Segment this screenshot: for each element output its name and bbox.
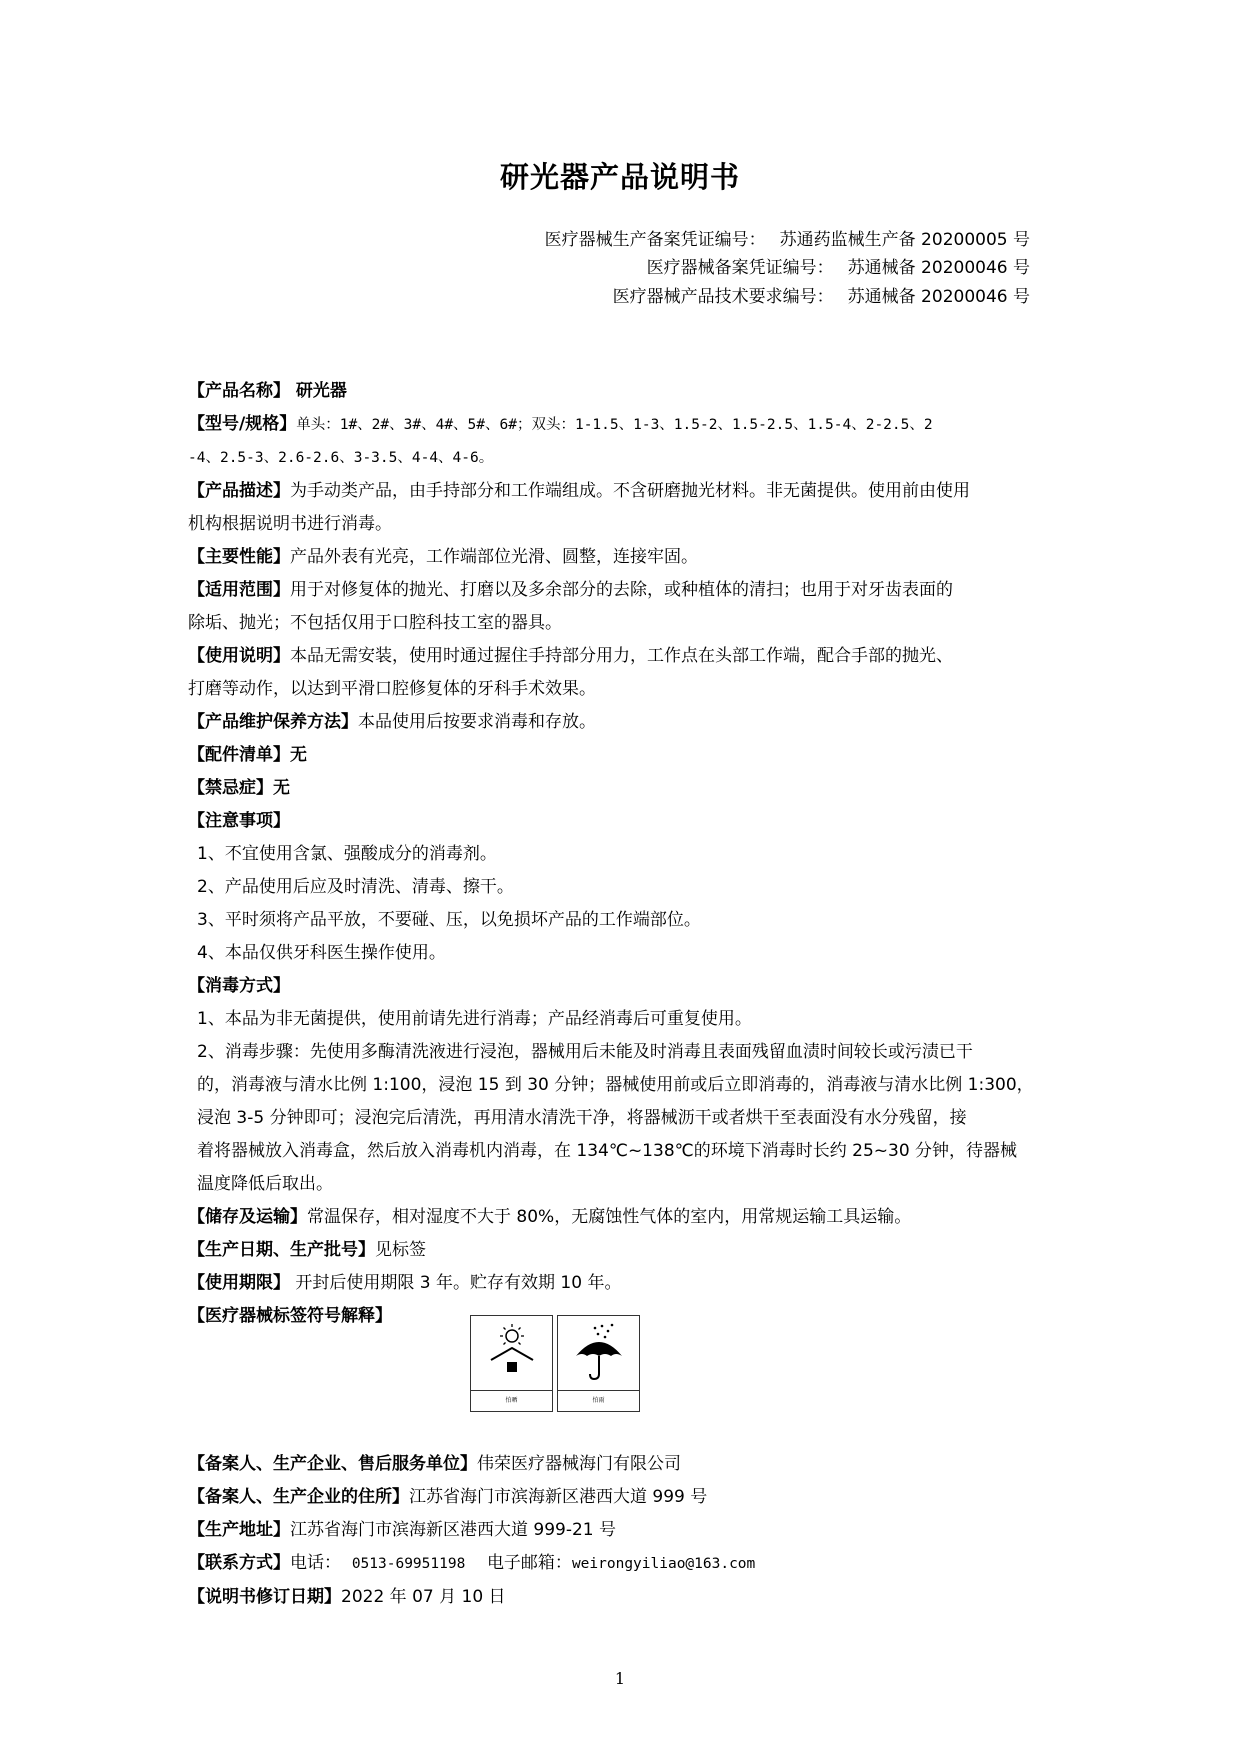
section-text: 开封后使用期限 3 年。贮存有效期 10 年。 bbox=[290, 1273, 622, 1293]
expiry-row bbox=[188, 1267, 1058, 1300]
section-text: 用于对修复体的抛光、打磨以及多余部分的去除，或种植体的清扫；也用于对牙齿表面的 bbox=[290, 580, 953, 600]
section-text: 研光器 bbox=[290, 381, 347, 401]
phone-label: 电话： bbox=[290, 1553, 341, 1573]
registration-label: 医疗器械备案凭证编号： bbox=[646, 258, 834, 278]
note-item: 4、本品仅供牙科医生操作使用。 bbox=[197, 943, 446, 963]
batch-row bbox=[188, 1234, 1058, 1267]
section-text: 2022 年 07 月 10 日 bbox=[341, 1587, 506, 1607]
registration-value: 苏通药监械生产备 20200005 号 bbox=[779, 230, 1030, 250]
section-text: 伟荣医疗器械海门有限公司 bbox=[477, 1454, 681, 1474]
model-row-cont: -4、2.5-3、2.6-2.6、3-3.5、4-4、4-6。 bbox=[188, 450, 494, 466]
section-heading: 【适用范围】 bbox=[188, 580, 290, 600]
revision-date-row bbox=[188, 1581, 1088, 1614]
sun-protection-icon bbox=[481, 1322, 543, 1384]
section-heading: 【使用说明】 bbox=[188, 646, 290, 666]
registration-value: 苏通械备 20200046 号 bbox=[847, 287, 1030, 307]
scope-row-cont: 除垢、抛光；不包括仅用于口腔科技工室的器具。 bbox=[188, 613, 562, 633]
maintenance-row bbox=[188, 706, 1058, 739]
section-heading: 【主要性能】 bbox=[188, 547, 290, 567]
section-heading: 【备案人、生产企业、售后服务单位】 bbox=[188, 1454, 477, 1474]
section-heading: 【使用期限】 bbox=[188, 1273, 290, 1293]
section-text: 江苏省海门市滨海新区港西大道 999-21 号 bbox=[290, 1520, 617, 1540]
email-label: 电子邮箱： bbox=[486, 1553, 572, 1573]
registration-label: 医疗器械生产备案凭证编号： bbox=[544, 230, 766, 250]
section-heading: 【储存及运输】 bbox=[188, 1207, 307, 1227]
section-heading: 【生产日期、生产批号】 bbox=[188, 1240, 375, 1260]
note-item: 2、产品使用后应及时清洗、清毒、擦干。 bbox=[197, 877, 514, 897]
disinfection-line: 2、消毒步骤：先使用多酶清洗液进行浸泡，器械用后未能及时消毒且表面残留血渍时间较长或污渍已干 bbox=[197, 1042, 973, 1062]
usage-row bbox=[188, 640, 1058, 673]
section-text: 产品外表有光亮，工作端部位光滑、圆整，连接牢固。 bbox=[290, 547, 698, 567]
section-text: 本品无需安装，使用时通过握住手持部分用力，工作点在头部工作端，配合手部的抛光、 bbox=[290, 646, 953, 666]
registration-label: 医疗器械产品技术要求编号： bbox=[612, 287, 834, 307]
model-row bbox=[188, 408, 1058, 442]
note-item: 3、平时须将产品平放，不要碰、压，以免损坏产品的工作端部位。 bbox=[197, 910, 701, 930]
contact-row bbox=[188, 1547, 1088, 1581]
document-title: 研光器产品说明书 bbox=[499, 160, 740, 194]
section-heading: 【配件清单】 bbox=[188, 745, 290, 765]
section-heading: 【联系方式】 bbox=[188, 1553, 290, 1573]
umbrella-rain-icon bbox=[568, 1322, 630, 1384]
registration-value: 苏通械备 20200046 号 bbox=[847, 258, 1030, 278]
registration-line-2 bbox=[647, 253, 1030, 278]
phone-number: 0513-69951198 bbox=[351, 1556, 466, 1572]
disinfection-line: 1、本品为非无菌提供，使用前请先进行消毒；产品经消毒后可重复使用。 bbox=[197, 1009, 752, 1029]
disinfection-heading: 【消毒方式】 bbox=[188, 976, 290, 996]
document-body bbox=[188, 375, 1058, 1333]
scope-row bbox=[188, 574, 1058, 607]
section-text: 江苏省海门市滨海新区港西大道 999 号 bbox=[409, 1487, 708, 1507]
keep-away-sunlight-symbol bbox=[470, 1315, 553, 1412]
storage-row bbox=[188, 1201, 1058, 1234]
disinfection-line: 温度降低后取出。 bbox=[197, 1174, 333, 1194]
symbols-heading: 【医疗器械标签符号解释】 bbox=[188, 1306, 392, 1326]
section-heading: 【备案人、生产企业的住所】 bbox=[188, 1487, 409, 1507]
section-text: 无 bbox=[290, 745, 307, 765]
email-address: weirongyiliao@163.com bbox=[571, 1556, 756, 1572]
notes-heading: 【注意事项】 bbox=[188, 811, 290, 831]
section-heading: 【禁忌症】 bbox=[188, 778, 273, 798]
parts-row bbox=[188, 739, 1058, 772]
page-number: 1 bbox=[614, 1669, 626, 1688]
disinfection-line: 着将器械放入消毒盒，然后放入消毒机内消毒，在 134℃~138℃的环境下消毒时长约 25~30 分钟，待器械 bbox=[197, 1141, 1018, 1161]
section-text: 常温保存，相对湿度不大于 80%，无腐蚀性气体的室内，用常规运输工具运输。 bbox=[307, 1207, 912, 1227]
performance-row bbox=[188, 541, 1058, 574]
keep-dry-symbol bbox=[557, 1315, 640, 1412]
section-text: 无 bbox=[273, 778, 290, 798]
section-text: 单头：1#、2#、3#、4#、5#、6#；双头：1-1.5、1-3、1.5-2、1.5-2.5、1.5-4、2-2.5、2 bbox=[296, 417, 933, 433]
section-heading: 【产品名称】 bbox=[188, 381, 290, 401]
address-row bbox=[188, 1481, 1088, 1514]
section-text: 为手动类产品，由手持部分和工作端组成。不含研磨抛光材料。非无菌提供。使用前由使用 bbox=[290, 481, 970, 501]
company-info bbox=[188, 1448, 1088, 1614]
section-heading: 【产品维护保养方法】 bbox=[188, 712, 358, 732]
section-heading: 【产品描述】 bbox=[188, 481, 290, 501]
registration-line-3 bbox=[613, 282, 1030, 307]
usage-row-cont: 打磨等动作，以达到平滑口腔修复体的牙科手术效果。 bbox=[188, 679, 596, 699]
description-row bbox=[188, 475, 1058, 508]
product-name-row bbox=[188, 375, 1058, 408]
disinfection-line: 浸泡 3-5 分钟即可；浸泡完后清洗，再用清水清洗干净，将器械沥干或者烘干至表面没有水分残留，接 bbox=[197, 1108, 967, 1128]
disinfection-line: 的，消毒液与清水比例 1:100，浸泡 15 到 30 分钟；器械使用前或后立即消毒的，消毒液与清水比例 1:300， bbox=[197, 1075, 1034, 1095]
section-heading: 【型号/规格】 bbox=[188, 414, 297, 434]
label-symbols bbox=[470, 1315, 640, 1412]
symbol-caption: 怕雨 bbox=[558, 1390, 639, 1411]
section-text: 本品使用后按要求消毒和存放。 bbox=[358, 712, 596, 732]
company-row bbox=[188, 1448, 1088, 1481]
registration-line-1 bbox=[545, 225, 1030, 250]
section-text: 见标签 bbox=[375, 1240, 426, 1260]
section-heading: 【说明书修订日期】 bbox=[188, 1587, 341, 1607]
description-row-cont: 机构根据说明书进行消毒。 bbox=[188, 514, 392, 534]
contraindication-row bbox=[188, 772, 1058, 805]
section-heading: 【生产地址】 bbox=[188, 1520, 290, 1540]
note-item: 1、不宜使用含氯、强酸成分的消毒剂。 bbox=[197, 844, 497, 864]
symbol-caption: 怕晒 bbox=[471, 1390, 552, 1411]
site-row bbox=[188, 1514, 1088, 1547]
